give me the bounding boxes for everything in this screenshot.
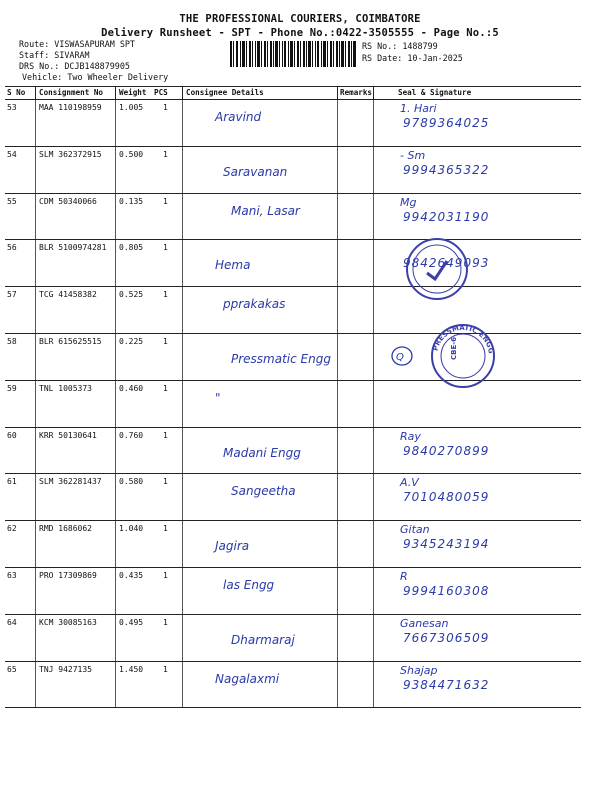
- handwritten-signature: Ganesan: [400, 616, 449, 630]
- cell-pcs: 1: [163, 570, 168, 580]
- cell-consignment-no: TCG 41458382: [39, 290, 97, 300]
- handwritten-phone: 9789364025: [403, 116, 490, 130]
- cell-weight: 0.805: [119, 243, 144, 253]
- cell-weight: 0.525: [119, 290, 144, 300]
- cell-pcs: 1: [163, 290, 168, 300]
- cell-consignment-no: TNL 1005373: [39, 383, 92, 393]
- handwritten-phone: 9842649093: [403, 256, 490, 271]
- cell-consignment-no: RMD 1686062: [39, 524, 92, 534]
- svg-text:PRESSMATIC ENGG: [432, 324, 495, 355]
- table-row: [5, 194, 581, 241]
- cell-weight: 1.005: [119, 103, 144, 112]
- cell-pcs: 1: [163, 477, 168, 487]
- handwritten-signature: - Sm: [400, 148, 426, 162]
- col-remarks: Remarks: [340, 88, 373, 97]
- cell-sno: 55: [7, 196, 17, 206]
- handwritten-signature: Mg: [400, 195, 417, 209]
- cell-pcs: 1: [163, 664, 168, 674]
- svg-text:Q: Q: [396, 352, 404, 363]
- handwritten-consignee: Jagira: [215, 539, 250, 554]
- handwritten-phone: 7010480059: [403, 490, 490, 505]
- handwritten-consignee: Mani, Lasar: [231, 203, 300, 218]
- cell-sno: 58: [7, 336, 17, 346]
- vehicle-label: Vehicle: Two Wheeler Delivery: [22, 71, 169, 82]
- handwritten-consignee: las Engg: [223, 577, 275, 592]
- cell-weight: 1.450: [119, 664, 144, 674]
- handwritten-phone: 9994160308: [403, 583, 490, 598]
- seal-stamp-check: [403, 235, 471, 303]
- cell-weight: 0.500: [119, 149, 144, 159]
- cell-weight: 0.495: [119, 617, 144, 627]
- cell-pcs: 1: [163, 103, 168, 112]
- rs-number: RS No.: 1488799: [362, 41, 438, 51]
- col-pcs: PCS: [154, 88, 168, 97]
- cell-pcs: 1: [163, 383, 168, 393]
- col-consignee: Consignee Details: [186, 88, 264, 97]
- handwritten-phone: 9384471632: [403, 677, 490, 692]
- barcode: [230, 41, 356, 67]
- handwritten-phone: 7667306509: [403, 630, 490, 645]
- cell-sno: 57: [7, 290, 17, 300]
- route-label: Route: VISWASAPURAM SPT: [19, 39, 135, 49]
- stamp-company-text: PRESSMATIC ENGG: [431, 323, 495, 355]
- table-row: [5, 147, 581, 194]
- handwritten-consignee: Nagalaxmi: [215, 671, 280, 686]
- drs-number: DRS No.: DCJB148879905: [19, 60, 130, 71]
- cell-consignment-no: BLR 5100974281: [39, 243, 107, 253]
- handwritten-signature: Shajap: [400, 663, 438, 677]
- table-row: [5, 240, 581, 287]
- table-body: [5, 100, 581, 708]
- cell-weight: 0.135: [119, 196, 144, 206]
- col-sno: S No: [7, 88, 26, 97]
- seal-stamp-company: [425, 322, 500, 390]
- table-header: [5, 86, 581, 100]
- table-row: [5, 428, 581, 475]
- cell-weight: 0.760: [119, 430, 144, 440]
- cell-weight: 0.460: [119, 383, 144, 393]
- handwritten-consignee: pprakakas: [223, 297, 286, 312]
- table-row: [5, 521, 581, 568]
- cell-sno: 64: [7, 617, 17, 627]
- staff-label: Staff: SIVARAM: [19, 49, 90, 60]
- cell-consignment-no: BLR 615625515: [39, 336, 102, 346]
- handwritten-phone: 9345243194: [403, 537, 490, 552]
- cell-consignment-no: CDM 50340066: [39, 196, 97, 206]
- col-consignment: Consignment No: [39, 88, 104, 97]
- col-weight: Weight: [119, 88, 147, 97]
- cell-pcs: 1: [163, 617, 168, 627]
- handwritten-consignee: Sangeetha: [231, 484, 296, 499]
- handwritten-signature: 1. Hari: [400, 102, 437, 115]
- handwritten-phone: 9942031190: [403, 209, 490, 224]
- table-row: [5, 615, 581, 662]
- cell-sno: 62: [7, 524, 17, 534]
- handwritten-consignee: Dharmaraj: [231, 632, 295, 647]
- cell-sno: 61: [7, 477, 17, 487]
- cell-pcs: 1: [163, 196, 168, 206]
- rs-date: RS Date: 10-Jan-2025: [362, 53, 463, 63]
- cell-sno: 53: [7, 103, 17, 112]
- handwritten-consignee: Saravanan: [223, 164, 288, 179]
- col-seal-signature: Seal & Signature: [398, 88, 472, 97]
- cell-consignment-no: KCM 30085163: [39, 617, 97, 627]
- cell-weight: 0.435: [119, 570, 144, 580]
- table-row: [5, 568, 581, 615]
- cell-pcs: 1: [163, 336, 168, 346]
- stamp-sub-text: CBE-6: [450, 336, 458, 360]
- handwritten-consignee: Hema: [215, 258, 251, 273]
- table-row: [5, 474, 581, 521]
- cell-sno: 59: [7, 383, 17, 393]
- cell-consignment-no: MAA 110198959: [39, 103, 102, 112]
- cell-sno: 56: [7, 243, 17, 253]
- cell-sno: 60: [7, 430, 17, 440]
- cell-sno: 63: [7, 570, 17, 580]
- cell-weight: 1.040: [119, 524, 144, 534]
- table-row: [5, 662, 581, 709]
- cell-sno: 65: [7, 664, 17, 674]
- company-title: THE PROFESSIONAL COURIERS, COIMBATORE: [179, 13, 421, 25]
- handwritten-signature: A.V: [400, 476, 419, 490]
- cell-weight: 0.580: [119, 477, 144, 487]
- handwritten-phone: 9994365322: [403, 162, 490, 177]
- handwritten-consignee: Aravind: [215, 110, 262, 124]
- cell-pcs: 1: [163, 524, 168, 534]
- cell-consignment-no: KRR 50130641: [39, 430, 97, 440]
- runsheet-table: [5, 86, 581, 708]
- runsheet-title: Delivery Runsheet - SPT - Phone No.:0422-3505555 - Page No.:5: [101, 27, 499, 39]
- handwritten-consignee: Pressmatic Engg: [231, 351, 331, 366]
- cell-weight: 0.225: [119, 336, 144, 346]
- cell-sno: 54: [7, 149, 17, 159]
- cell-consignment-no: PRO 17309869: [39, 570, 97, 580]
- handwritten-signature: R: [400, 569, 408, 583]
- cell-consignment-no: TNJ 9427135: [39, 664, 92, 674]
- cell-consignment-no: SLM 362372915: [39, 149, 102, 159]
- handwritten-consignee: ": [215, 390, 221, 405]
- handwritten-consignee: Madani Engg: [223, 445, 301, 460]
- cell-consignment-no: SLM 362281437: [39, 477, 102, 487]
- initial-circle-mark: [390, 345, 414, 367]
- handwritten-signature: Ray: [400, 429, 421, 443]
- handwritten-signature: Gitan: [400, 523, 430, 537]
- cell-pcs: 1: [163, 149, 168, 159]
- cell-pcs: 1: [163, 243, 168, 253]
- table-row: [5, 100, 581, 147]
- handwritten-phone: 9840270899: [403, 443, 490, 458]
- cell-pcs: 1: [163, 430, 168, 440]
